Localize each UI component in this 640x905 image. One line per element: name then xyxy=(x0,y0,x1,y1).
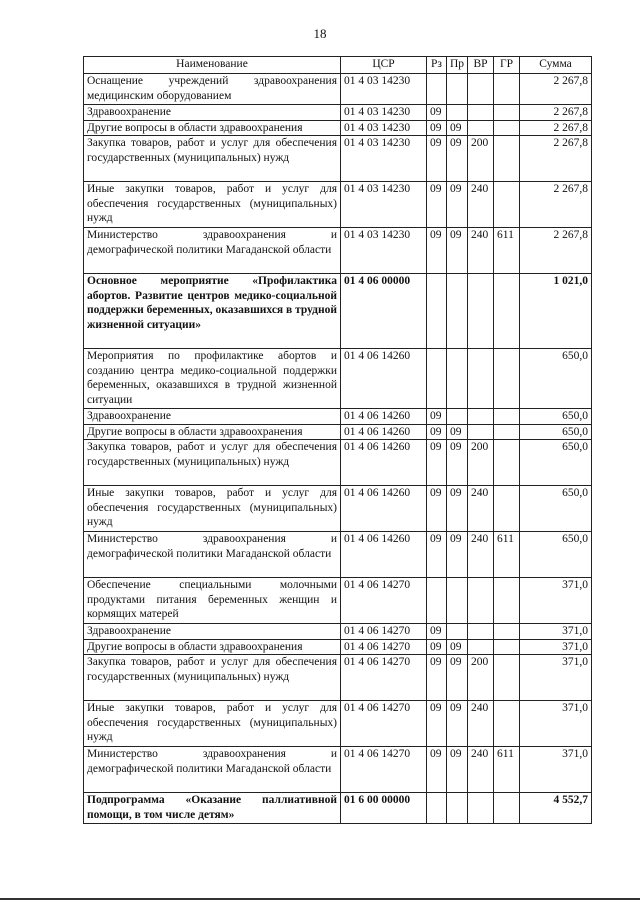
cell-sum: 371,0 xyxy=(520,578,592,624)
cell-pr: 09 xyxy=(447,486,468,532)
cell-vr xyxy=(468,105,494,121)
cell-name: Другие вопросы в области здравоохранения xyxy=(84,424,341,440)
header-rz: Рз xyxy=(427,57,447,74)
cell-pr xyxy=(447,793,468,824)
cell-csr: 01 4 06 14270 xyxy=(341,624,427,640)
cell-rz: 09 xyxy=(427,409,447,425)
table-row xyxy=(84,747,592,793)
cell-vr xyxy=(468,409,494,425)
table-row xyxy=(84,486,592,532)
cell-name: Обеспечение специальными молочными продуктами питания беременных женщин и кормящих матерей xyxy=(84,578,341,624)
cell-name: Министерство здравоохранения и демографической политики Магаданской области xyxy=(84,228,341,274)
cell-name: Иные закупки товаров, работ и услуг для обеспечения государственных (муниципальных) нужд xyxy=(84,182,341,228)
cell-csr: 01 4 03 14230 xyxy=(341,74,427,105)
cell-csr: 01 4 03 14230 xyxy=(341,136,427,182)
cell-rz: 09 xyxy=(427,532,447,578)
cell-gr xyxy=(494,655,520,701)
cell-sum: 371,0 xyxy=(520,639,592,655)
cell-rz xyxy=(427,578,447,624)
cell-vr: 200 xyxy=(468,440,494,486)
cell-csr: 01 4 06 14260 xyxy=(341,532,427,578)
cell-gr xyxy=(494,182,520,228)
table-row xyxy=(84,655,592,701)
cell-rz xyxy=(427,274,447,349)
cell-csr: 01 4 03 14230 xyxy=(341,228,427,274)
cell-gr xyxy=(494,105,520,121)
cell-pr xyxy=(447,74,468,105)
cell-gr: 611 xyxy=(494,532,520,578)
cell-sum: 650,0 xyxy=(520,532,592,578)
cell-pr xyxy=(447,409,468,425)
cell-rz: 09 xyxy=(427,655,447,701)
cell-csr: 01 4 06 14260 xyxy=(341,424,427,440)
cell-sum: 371,0 xyxy=(520,747,592,793)
cell-rz: 09 xyxy=(427,120,447,136)
cell-gr xyxy=(494,409,520,425)
cell-gr xyxy=(494,486,520,532)
table-row xyxy=(84,440,592,486)
cell-pr: 09 xyxy=(447,136,468,182)
cell-rz xyxy=(427,349,447,409)
cell-rz: 09 xyxy=(427,747,447,793)
table-row xyxy=(84,639,592,655)
cell-pr xyxy=(447,624,468,640)
cell-sum: 650,0 xyxy=(520,486,592,532)
cell-name: Иные закупки товаров, работ и услуг для обеспечения государственных (муниципальных) нужд xyxy=(84,486,341,532)
header-gr: ГР xyxy=(494,57,520,74)
cell-pr: 09 xyxy=(447,747,468,793)
header-csr: ЦСР xyxy=(341,57,427,74)
header-pr: Пр xyxy=(447,57,468,74)
cell-sum: 2 267,8 xyxy=(520,74,592,105)
cell-pr xyxy=(447,105,468,121)
cell-gr xyxy=(494,624,520,640)
table-row xyxy=(84,274,592,349)
cell-vr: 240 xyxy=(468,182,494,228)
table-row xyxy=(84,136,592,182)
cell-csr: 01 4 06 14260 xyxy=(341,409,427,425)
cell-vr: 200 xyxy=(468,655,494,701)
cell-pr: 09 xyxy=(447,701,468,747)
cell-sum: 650,0 xyxy=(520,409,592,425)
cell-pr: 09 xyxy=(447,655,468,701)
table-row xyxy=(84,701,592,747)
cell-gr xyxy=(494,639,520,655)
cell-name: Другие вопросы в области здравоохранения xyxy=(84,120,341,136)
header-name: Наименование xyxy=(84,57,341,74)
cell-rz: 09 xyxy=(427,136,447,182)
cell-rz: 09 xyxy=(427,486,447,532)
cell-vr: 240 xyxy=(468,486,494,532)
cell-csr: 01 4 06 14260 xyxy=(341,349,427,409)
cell-name: Основное мероприятие «Профилактика абортов. Развитие центров медико-социальной поддержки беременных, оказавшихся в трудной жизненной ситуации» xyxy=(84,274,341,349)
cell-name: Мероприятия по профилактике абортов и созданию центра медико-социальной поддержки беременных, оказавшихся в трудной жизненной ситуации xyxy=(84,349,341,409)
cell-rz: 09 xyxy=(427,624,447,640)
cell-vr xyxy=(468,274,494,349)
cell-rz: 09 xyxy=(427,105,447,121)
table-row xyxy=(84,228,592,274)
cell-name: Оснащение учреждений здравоохранения медицинским оборудованием xyxy=(84,74,341,105)
cell-sum: 371,0 xyxy=(520,701,592,747)
table-row xyxy=(84,105,592,121)
cell-name: Министерство здравоохранения и демографической политики Магаданской области xyxy=(84,532,341,578)
cell-sum: 2 267,8 xyxy=(520,136,592,182)
cell-sum: 650,0 xyxy=(520,440,592,486)
cell-rz xyxy=(427,793,447,824)
budget-table xyxy=(83,56,592,824)
cell-name: Закупка товаров, работ и услуг для обеспечения государственных (муниципальных) нужд xyxy=(84,655,341,701)
table-header-row xyxy=(84,57,592,74)
cell-gr xyxy=(494,793,520,824)
cell-gr xyxy=(494,120,520,136)
cell-name: Закупка товаров, работ и услуг для обеспечения государственных (муниципальных) нужд xyxy=(84,136,341,182)
table-row xyxy=(84,424,592,440)
table-row xyxy=(84,120,592,136)
cell-csr: 01 4 06 14260 xyxy=(341,440,427,486)
cell-name: Здравоохранение xyxy=(84,105,341,121)
cell-vr: 240 xyxy=(468,228,494,274)
cell-sum: 2 267,8 xyxy=(520,182,592,228)
cell-csr: 01 4 03 14230 xyxy=(341,120,427,136)
cell-rz: 09 xyxy=(427,639,447,655)
cell-pr: 09 xyxy=(447,228,468,274)
cell-csr: 01 4 06 14270 xyxy=(341,747,427,793)
cell-gr xyxy=(494,74,520,105)
cell-gr xyxy=(494,136,520,182)
cell-gr xyxy=(494,349,520,409)
cell-rz: 09 xyxy=(427,424,447,440)
cell-gr xyxy=(494,701,520,747)
table-row xyxy=(84,532,592,578)
cell-gr xyxy=(494,578,520,624)
cell-name: Министерство здравоохранения и демографической политики Магаданской области xyxy=(84,747,341,793)
bottom-rule xyxy=(0,898,640,900)
header-vr: ВР xyxy=(468,57,494,74)
cell-pr xyxy=(447,274,468,349)
cell-vr xyxy=(468,624,494,640)
cell-pr: 09 xyxy=(447,182,468,228)
cell-csr: 01 4 03 14230 xyxy=(341,105,427,121)
cell-csr: 01 4 06 14260 xyxy=(341,486,427,532)
cell-rz: 09 xyxy=(427,440,447,486)
cell-csr: 01 4 06 14270 xyxy=(341,578,427,624)
cell-pr: 09 xyxy=(447,424,468,440)
cell-sum: 371,0 xyxy=(520,655,592,701)
cell-vr xyxy=(468,793,494,824)
cell-name: Закупка товаров, работ и услуг для обеспечения государственных (муниципальных) нужд xyxy=(84,440,341,486)
header-sum: Сумма xyxy=(520,57,592,74)
table-row xyxy=(84,349,592,409)
cell-name: Подпрограмма «Оказание паллиативной помощи, в том числе детям» xyxy=(84,793,341,824)
page-number: 18 xyxy=(313,26,327,41)
cell-vr xyxy=(468,120,494,136)
cell-csr: 01 6 00 00000 xyxy=(341,793,427,824)
cell-gr: 611 xyxy=(494,228,520,274)
cell-rz: 09 xyxy=(427,701,447,747)
cell-name: Здравоохранение xyxy=(84,409,341,425)
cell-csr: 01 4 06 14270 xyxy=(341,639,427,655)
cell-csr: 01 4 03 14230 xyxy=(341,182,427,228)
cell-name: Иные закупки товаров, работ и услуг для обеспечения государственных (муниципальных) нужд xyxy=(84,701,341,747)
cell-sum: 2 267,8 xyxy=(520,228,592,274)
cell-pr xyxy=(447,349,468,409)
cell-gr xyxy=(494,424,520,440)
table-row xyxy=(84,182,592,228)
cell-csr: 01 4 06 14270 xyxy=(341,655,427,701)
cell-pr: 09 xyxy=(447,120,468,136)
cell-rz xyxy=(427,74,447,105)
table-row xyxy=(84,793,592,824)
cell-vr: 200 xyxy=(468,136,494,182)
cell-sum: 1 021,0 xyxy=(520,274,592,349)
table-row xyxy=(84,624,592,640)
cell-vr xyxy=(468,639,494,655)
cell-pr xyxy=(447,578,468,624)
cell-pr: 09 xyxy=(447,440,468,486)
cell-sum: 2 267,8 xyxy=(520,120,592,136)
cell-vr xyxy=(468,74,494,105)
cell-gr xyxy=(494,440,520,486)
table-row xyxy=(84,578,592,624)
cell-sum: 2 267,8 xyxy=(520,105,592,121)
cell-vr: 240 xyxy=(468,747,494,793)
cell-name: Другие вопросы в области здравоохранения xyxy=(84,639,341,655)
table-body xyxy=(84,74,592,824)
table-row xyxy=(84,409,592,425)
cell-sum: 650,0 xyxy=(520,424,592,440)
table-row xyxy=(84,74,592,105)
cell-sum: 371,0 xyxy=(520,624,592,640)
cell-csr: 01 4 06 14270 xyxy=(341,701,427,747)
cell-pr: 09 xyxy=(447,639,468,655)
cell-gr xyxy=(494,274,520,349)
cell-rz: 09 xyxy=(427,228,447,274)
cell-vr xyxy=(468,424,494,440)
cell-pr: 09 xyxy=(447,532,468,578)
cell-vr xyxy=(468,349,494,409)
cell-gr: 611 xyxy=(494,747,520,793)
cell-sum: 4 552,7 xyxy=(520,793,592,824)
cell-csr: 01 4 06 00000 xyxy=(341,274,427,349)
cell-sum: 650,0 xyxy=(520,349,592,409)
cell-vr xyxy=(468,578,494,624)
cell-vr: 240 xyxy=(468,532,494,578)
cell-rz: 09 xyxy=(427,182,447,228)
cell-vr: 240 xyxy=(468,701,494,747)
cell-name: Здравоохранение xyxy=(84,624,341,640)
